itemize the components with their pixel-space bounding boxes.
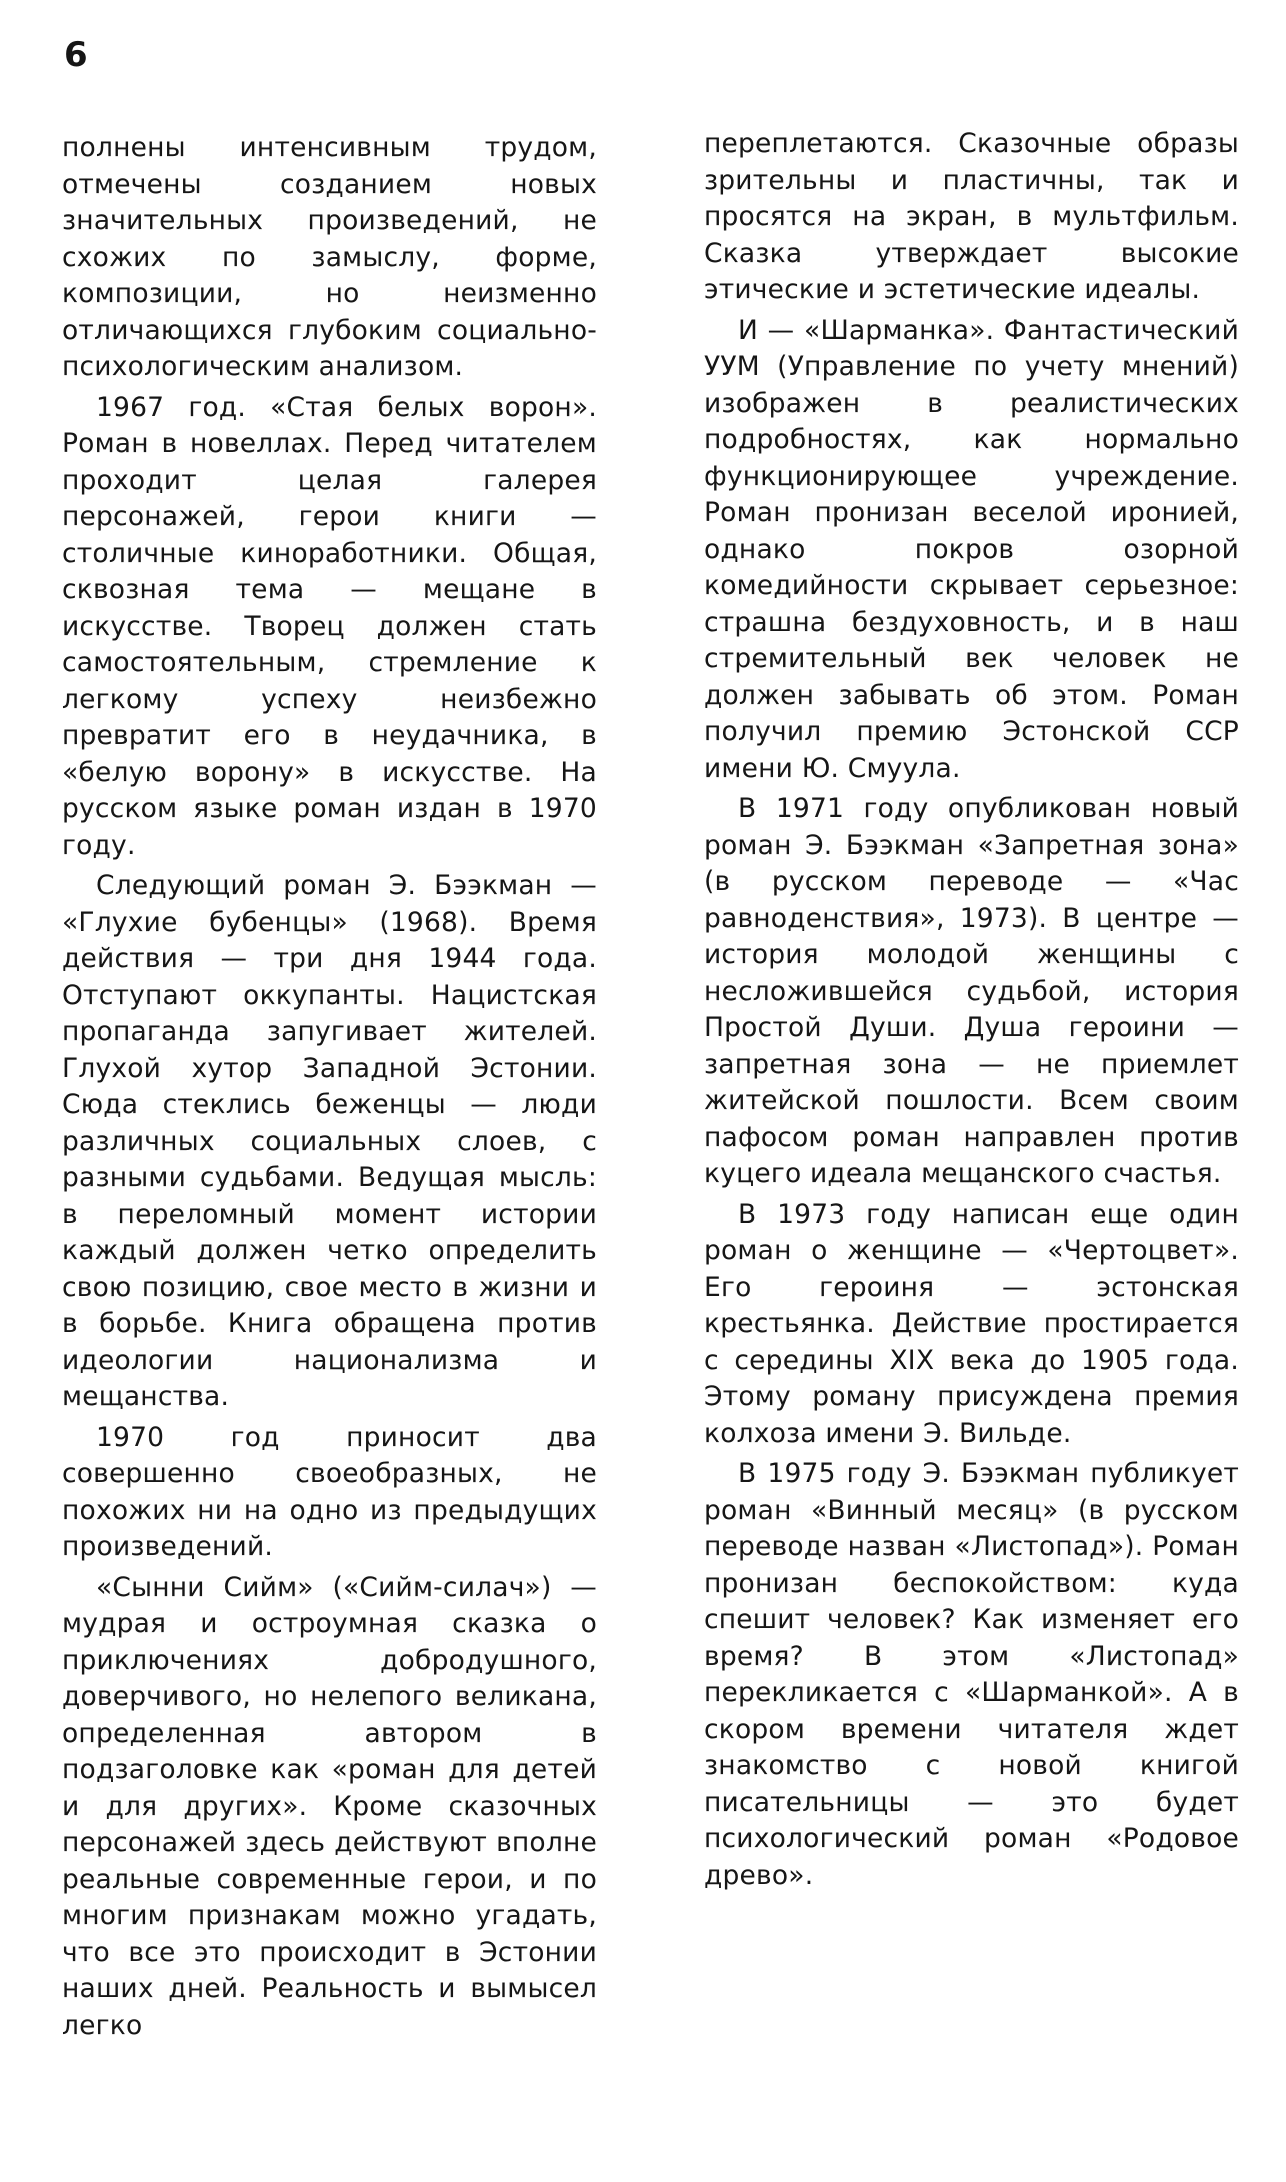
right-paragraph-1: переплетаются. Сказочные образы зрительны и пластичны, так и просятся на экран, в мультфильм. Сказка утверждает высокие этические и эстетические идеалы. — [704, 128, 1239, 305]
right-column — [704, 126, 1239, 1898]
left-column — [62, 130, 597, 2048]
left-paragraph-2: 1967 год. «Стая белых ворон». Роман в новеллах. Перед читателем проходит целая галерея персонажей, герои книги — столичные киноработники. Общая, сквозная тема — мещане в искусстве. Творец должен стать самостоятельным, стремление к легкому успеху неизбежно превратит его в неудачника, в «белую ворону» в искусстве. На русском языке роман издан в 1970 году. — [62, 391, 597, 861]
left-paragraph-3: Следующий роман Э. Бээкман — «Глухие бубенцы» (1968). Время действия — три дня 1944 года. Отступают оккупанты. Нацистская пропаганда запугивает жителей. Глухой хутор Западной Эстонии. Сюда стеклись беженцы — люди различных социальных слоев, с разными судьбами. Ведущая мысль: в переломный момент истории каждый должен четко определить свою позицию, свое место в жизни и в борьбе. Книга обращена против идеологии национализма и мещанства. — [62, 870, 597, 1412]
page-number: 6 — [64, 35, 88, 75]
right-paragraph-3: В 1971 году опубликован новый роман Э. Бээкман «Запретная зона» (в русском переводе — «Час равноденствия», 1973). В центре — история молодой женщины с несложившейся судьбой, история Простой Души. Душа героини — запретная зона — не приемлет житейской пошлости. Всем своим пафосом роман направлен против куцего идеала мещанского счастья. — [704, 793, 1239, 1189]
left-paragraph-1: полнены интенсивным трудом, отмечены созданием новых значительных произведений, не схожих по замыслу, форме, композиции, но неизменно отличающихся глубоким социально-психологическим анализом. — [62, 132, 597, 382]
right-paragraph-2: И — «Шарманка». Фантастический УУМ (Управление по учету мнений) изображен в реалистических подробностях, как нормально функционирующее учреждение. Роман пронизан веселой иронией, однако покров озорной комедийности скрывает серьезное: страшна бездуховность, и в наш стремительный век человек не должен забывать об этом. Роман получил премию Эстонской ССР имени Ю. Смуула. — [704, 314, 1239, 784]
left-paragraph-4: 1970 год приносит два совершенно своеобразных, не похожих ни на одно из предыдущих произведений. — [62, 1421, 597, 1562]
right-paragraph-5: В 1975 году Э. Бээкман публикует роман «Винный месяц» (в русском переводе назван «Листопад»). Роман пронизан беспокойством: куда спешит человек? Как изменяет его время? В этом «Листопад» перекликается с «Шарманкой». А в скором времени читателя ждет знакомство с новой книгой писательницы — это будет психологический роман «Родовое древо». — [704, 1458, 1239, 1891]
right-paragraph-4: В 1973 году написан еще один роман о женщине — «Чертоцвет». Его героиня — эстонская крестьянка. Действие простирается с середины XIX века до 1905 года. Этому роману присуждена премия колхоза имени Э. Вильде. — [704, 1198, 1239, 1449]
left-paragraph-5: «Сынни Сийм» («Сийм-силач») — мудрая и остроумная сказка о приключениях добродушного, доверчивого, но нелепого великана, определенная автором в подзаголовке как «роман для детей и для других». Кроме сказочных персонажей здесь действуют вполне реальные современные герои, и по многим признакам можно угадать, что все это происходит в Эстонии наших дней. Реальность и вымысел легко — [62, 1571, 597, 2041]
